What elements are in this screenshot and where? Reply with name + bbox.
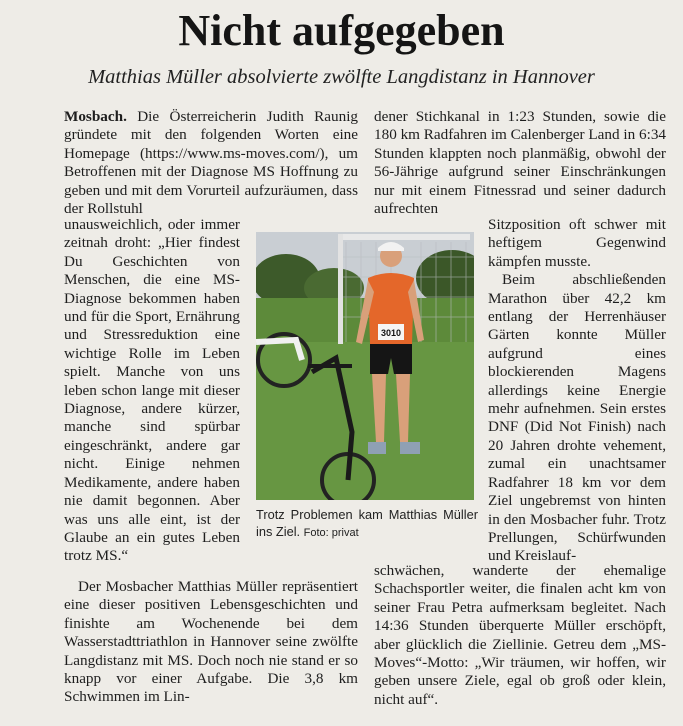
body-paragraph: Der Mosbacher Matthias Müller repräsentiert eine dieser positiven Lebensgeschichten und finishte am Wochenende bei dem Wasserstadttriathlon in Hannover seine zwölfte Langdistanz mit MS. Doch noch nie stand er so knapp vor einer Aufgabe. Die 3,8 km Schwimmen im Lin- bbox=[64, 578, 358, 706]
caption-text: Trotz Problemen kam Matthias Müller ins Ziel. bbox=[256, 507, 478, 539]
dateline: Mosbach. bbox=[64, 108, 127, 125]
athlete-illustration bbox=[256, 232, 474, 500]
body-text: dener Stichkanal in 1:23 Stunden, sowie die 180 km Radfahren im Calenberger Land in 6:34 Stunden klappten noch planmäßig, obwohl der 56-Jährige aufgrund seiner Einschränkungen nur mit einem Fitnessrad und seiner dadurch aufrechten bbox=[374, 108, 667, 218]
column-2-top bbox=[374, 108, 666, 218]
subheadline: Matthias Müller absolvierte zwölfte Langdistanz in Hannover bbox=[88, 66, 595, 88]
body-text: Die Österreicherin Judith Raunig gründete mit den folgenden Worten eine Homepage (https://www.ms-moves.com/), um Betroffenen mit der Diagnose MS Hoffnung zu geben und mit dem Vorurteil aufzuräumen, dass der Rollstuhl bbox=[64, 108, 359, 218]
column-1-bottom bbox=[64, 578, 358, 707]
photo-credit: Foto: privat bbox=[303, 527, 359, 539]
body-text: Sitzposition oft schwer mit heftigem Gegenwind kämpfen musste. bbox=[488, 216, 666, 270]
column-1-middle bbox=[64, 216, 240, 566]
column-2-bottom bbox=[374, 562, 666, 709]
quote-text: unausweichlich, oder immer zeitnah droht: „Hier findest Du Geschichten von Menschen, die eine MS-Diagnose bekommen haben und für die Sport, Ernährung und Stressreduktion eine wichtige Rolle im Leben spielt. Manche von uns leben schon lange mit dieser Diagnose, andere kürzer, manche sind spürbar eingeschränkt, andere gar nicht. Einige nehmen Medikamente, andere haben nie damit begonnen. Aber was uns alle eint, ist der Glaube an ein gutes Leben trotz MS.“ bbox=[64, 216, 240, 565]
body-paragraph: Beim abschließenden Marathon über 42,2 km entlang der Herrenhäuser Gärten konnte Müller aufgrund eines blockierenden Magens allerdings keine Energie mehr aufnehmen. Sein erstes DNF (Did Not Finish) nach 20 Jahren drohte vehement, zumal ein unachtsamer Radfahrer 18 km vor dem Ziel ungebremst von hinten in den Mosbacher fuhr. Trotz Prellungen, Schürfwunden und Kreislauf- bbox=[488, 271, 666, 565]
athlete-photo bbox=[256, 232, 474, 500]
headline: Nicht aufgegeben bbox=[178, 6, 505, 55]
column-1-top bbox=[64, 108, 358, 218]
body-text: schwächen, wanderte der ehemalige Schachsportler weiter, die finalen acht km von seiner Frau Petra aufmerksam begleitet. Nach 14:36 Stunden überquerte Müller erschöpft, aber glücklich die Ziellinie. Getreu dem „MS-Moves“-Motto: „Wir träumen, wir hoffen, wir geben unsere Ziele, egal ob groß oder klein, nicht auf“. bbox=[374, 562, 666, 708]
bib-number: 3010 bbox=[380, 328, 402, 338]
photo-caption bbox=[256, 506, 478, 542]
column-2-middle bbox=[488, 216, 666, 566]
